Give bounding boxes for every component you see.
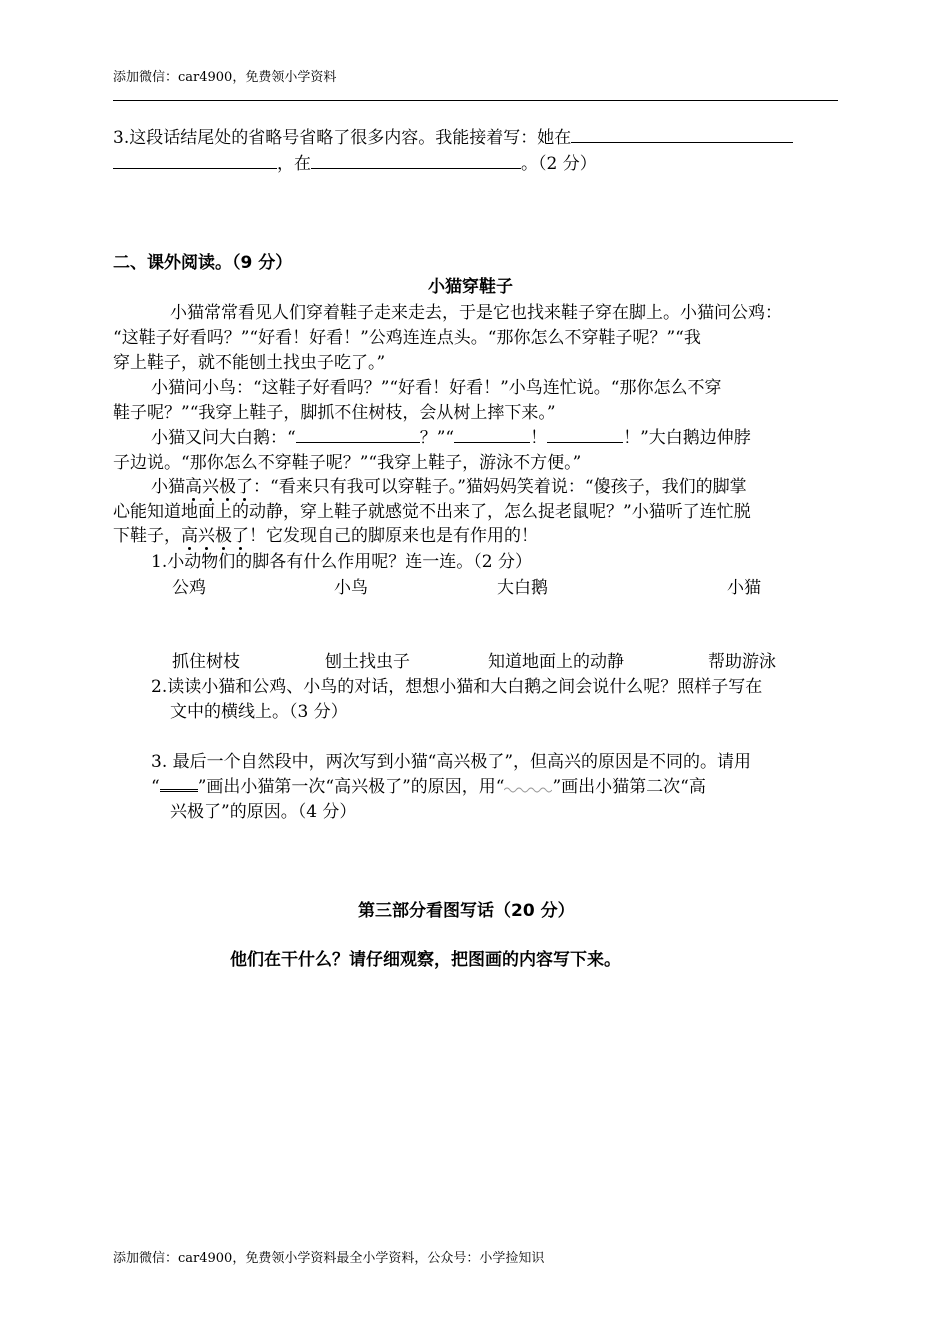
story-line: 子边说。“那你怎么不穿鞋子呢？”“我穿上鞋子，游泳不方便。” [113,453,582,473]
story-line: 鞋子呢？”“我穿上鞋子，脚抓不住树枝，会从树上摔下来。” [113,403,556,423]
animal-label[interactable]: 小猫 [727,578,761,598]
wavy-line-mark [504,786,552,794]
answer-blank[interactable] [571,126,793,143]
q3-line3: 兴极了”的原因。（4 分） [170,802,357,822]
section2-title: 二、课外阅读。（9 分） [113,253,293,273]
story-title: 小猫穿鞋子 [428,277,513,297]
answer-blank[interactable] [113,152,277,169]
section3-title: 第三部分看图写话（20 分） [358,901,575,921]
story-line: 小猫常常看见人们穿着鞋子走来走去，于是它也找来鞋子穿在脚上。小猫问公鸡： [170,303,782,323]
use-label[interactable]: 帮助游泳 [708,652,776,672]
section3-prompt: 他们在干什么？请仔细观察，把图画的内容写下来。 [230,950,621,970]
story-line: 小猫高兴极了：“看来只有我可以穿鞋子。”猫妈妈笑着说：“傻孩子，我们的脚掌 [151,472,747,497]
q3-top-line1: 3.这段话结尾处的省略号省略了很多内容。我能接着写：她在 [113,123,793,148]
use-label[interactable]: 刨土找虫子 [325,652,410,672]
q2-line2: 文中的横线上。（3 分） [170,702,348,722]
story-line: 小猫问小鸟：“这鞋子好看吗？”“好看！好看！”小鸟连忙说。“那你怎么不穿 [151,378,722,398]
use-label[interactable]: 知道地面上的动静 [488,652,624,672]
answer-blank[interactable] [454,426,530,443]
straight-line-mark [160,775,198,792]
q2-line1: 2.读读小猫和公鸡、小鸟的对话，想想小猫和大白鹅之间会说什么呢？照样子写在 [151,677,763,697]
animal-label[interactable]: 大白鹅 [497,578,548,598]
story-line: 下鞋子，高兴极了！它发现自己的脚原来也是有作用的！ [113,521,538,546]
answer-blank[interactable] [311,152,521,169]
use-label[interactable]: 抓住树枝 [172,652,240,672]
story-line: 穿上鞋子，就不能刨土找虫子吃了。” [113,353,386,373]
answer-blank[interactable] [296,426,420,443]
header-rule [113,100,838,101]
q3-top-line2: ，在 。（2 分） [113,149,597,174]
q3-line1: 3. 最后一个自然段中，两次写到小猫“高兴极了”，但高兴的原因是不同的。请用 [151,752,752,772]
header-text: 添加微信：car4900，免费领小学资料 [113,70,337,85]
q1-text: 1.小动物们的脚各有什么作用呢？连一连。（2 分） [151,552,532,572]
answer-blank[interactable] [547,426,623,443]
story-line: “这鞋子好看吗？”“好看！好看！”公鸡连连点头。“那你怎么不穿鞋子呢？”“我 [113,328,701,348]
story-line: 心能知道地面上的动静，穿上鞋子就感觉不出来了，怎么捉老鼠呢？”小猫听了连忙脱 [113,502,751,522]
animal-label[interactable]: 公鸡 [172,578,206,598]
footer-text: 添加微信：car4900，免费领小学资料最全小学资料，公众号：小学捡知识 [113,1251,545,1266]
story-line-goose: 小猫又问大白鹅：“ ？”“ ！ ！”大白鹅边伸脖 [151,428,751,448]
animal-label[interactable]: 小鸟 [334,578,368,598]
q3-line2: “ ”画出小猫第一次“高兴极了”的原因，用“ ”画出小猫第二次“高 [151,777,706,797]
